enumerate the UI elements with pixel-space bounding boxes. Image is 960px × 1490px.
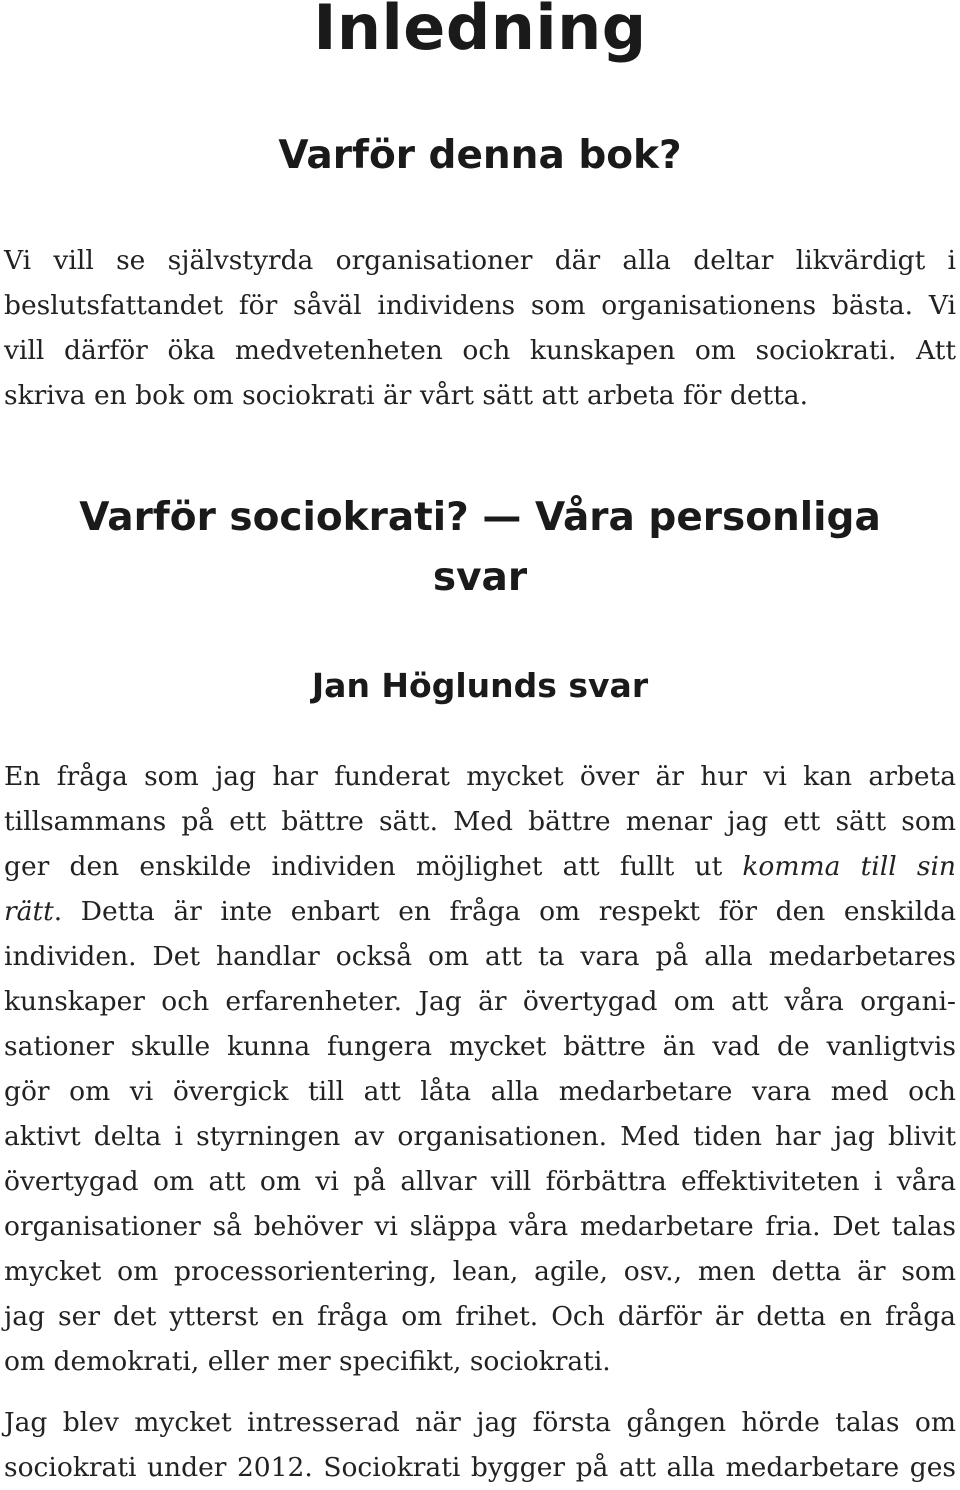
text-line: aktivt delta i styrningen av organisationen. Med tiden har jag blivit bbox=[4, 1121, 956, 1152]
text-line: gör om vi övergick till att låta alla medarbetare vara med och bbox=[4, 1076, 956, 1107]
paragraph-why-book bbox=[4, 238, 956, 418]
section-heading-why-book: Varför denna bok? bbox=[278, 133, 682, 178]
text-line: Vi vill se självstyrda organisationer där alla deltar likvärdigt i bbox=[4, 245, 956, 276]
subsection-heading-jan: Jan Höglunds svar bbox=[311, 666, 649, 705]
text-line: organisationer så behöver vi släppa våra medarbetare fria. Det talas bbox=[4, 1211, 956, 1242]
text-line: tillsammans på ett bättre sätt. Med bättre menar jag ett sätt som bbox=[4, 806, 956, 837]
text-line: En fråga som jag har funderat mycket över är hur vi kan arbeta bbox=[4, 761, 956, 792]
text-span: . Detta är inte enbart en fråga om respekt för den enskilda bbox=[53, 896, 956, 927]
text-line: vill därför öka medvetenheten och kunskapen om sociokrati. Att bbox=[4, 335, 956, 366]
text-line: om demokrati, eller mer specifikt, sociokrati. bbox=[4, 1346, 611, 1377]
text-line: mycket om processorientering, lean, agile, osv., men detta är som bbox=[4, 1256, 956, 1287]
section-heading-why-sociocracy-cont: svar bbox=[432, 555, 528, 600]
text-line: sationer skulle kunna fungera mycket bättre än vad de vanligtvis bbox=[4, 1031, 956, 1062]
text-line: övertygad om att om vi på allvar vill förbättra effektiviteten i våra bbox=[4, 1166, 956, 1197]
text-line: beslutsfattandet för såväl individens som organisationens bästa. Vi bbox=[4, 290, 956, 321]
text-line: individen. Det handlar också om att ta vara på alla medarbetares bbox=[4, 941, 956, 972]
text-line: sociokrati under 2012. Sociokrati bygger på att alla medarbetare ges bbox=[4, 1452, 956, 1483]
text-line: Jag blev mycket intresserad när jag första gången hörde talas om bbox=[4, 1407, 956, 1438]
chapter-title: Inledning bbox=[313, 0, 647, 64]
text-line: jag ser det ytterst en fråga om frihet. Och därför är detta en fråga bbox=[4, 1301, 956, 1332]
text-line bbox=[4, 844, 956, 889]
paragraph-jan-2 bbox=[4, 1400, 956, 1490]
text-span: ger den enskilde individen möjlighet att fullt ut bbox=[4, 851, 743, 882]
text-line: kunskaper och erfarenheter. Jag är övertygad om att våra organi- bbox=[4, 986, 956, 1017]
text-line bbox=[4, 889, 956, 934]
text-line: skriva en bok om sociokrati är vårt sätt att arbeta för detta. bbox=[4, 380, 809, 411]
emphasis-text: rätt bbox=[4, 896, 54, 927]
section-heading-why-sociocracy: Varför sociokrati? — Våra personliga bbox=[79, 495, 881, 540]
paragraph-jan-1 bbox=[4, 754, 956, 1384]
emphasis-text: komma till sin bbox=[742, 851, 956, 882]
